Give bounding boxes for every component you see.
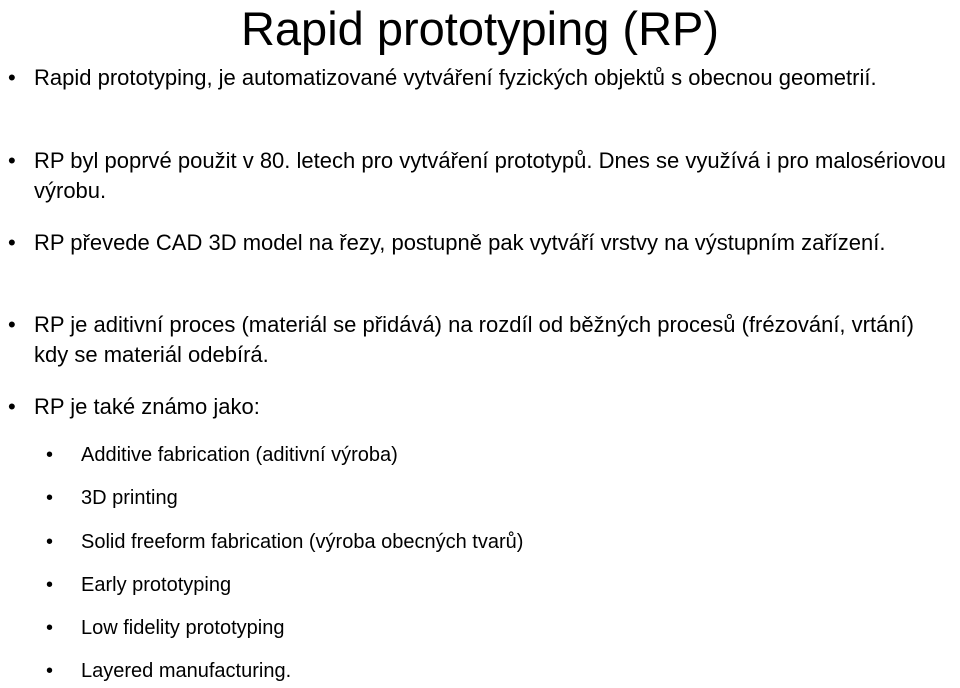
bullet-text: Rapid prototyping, je automatizované vytváření fyzických objektů s obecnou geometrií. xyxy=(34,65,877,90)
bullet-dot-icon: • xyxy=(46,617,54,639)
bullet-dot-icon: • xyxy=(46,660,54,682)
bullet-text: RP byl poprvé použit v 80. letech pro vytváření prototypů. Dnes se využívá i pro malosériovou výrobu. xyxy=(34,148,946,203)
bullet-dot-icon: • xyxy=(46,574,54,596)
sub-bullet-text: Additive fabrication (aditivní výroba) xyxy=(81,444,398,466)
sub-bullet-text: 3D printing xyxy=(81,487,178,509)
bullet-dot-icon: • xyxy=(46,444,54,466)
sub-bullet-text: Layered manufacturing. xyxy=(81,660,292,682)
slide-title: Rapid prototyping (RP) xyxy=(240,2,720,55)
bullet-dot-icon: • xyxy=(8,65,16,90)
bullet-dot-icon: • xyxy=(46,531,54,553)
bullet-dot-icon: • xyxy=(8,394,16,419)
sub-bullet-text: Solid freeform fabrication (výroba obecných tvarů) xyxy=(81,531,524,553)
bullet-dot-icon: • xyxy=(46,487,54,509)
bullet-text: RP převede CAD 3D model na řezy, postupně pak vytváří vrstvy na výstupním zařízení. xyxy=(34,230,886,255)
sub-bullet-text: Low fidelity prototyping xyxy=(81,617,285,639)
bullet-text: RP je také známo jako: xyxy=(34,394,260,419)
bullet-dot-icon: • xyxy=(8,148,16,173)
bullet-dot-icon: • xyxy=(8,312,16,337)
bullet-dot-icon: • xyxy=(8,230,16,255)
bullet-text: RP je aditivní proces (materiál se přidává) na rozdíl od běžných procesů (frézování, vrtání) kdy se materiál odebírá. xyxy=(34,312,914,367)
sub-bullet-text: Early prototyping xyxy=(81,574,232,596)
